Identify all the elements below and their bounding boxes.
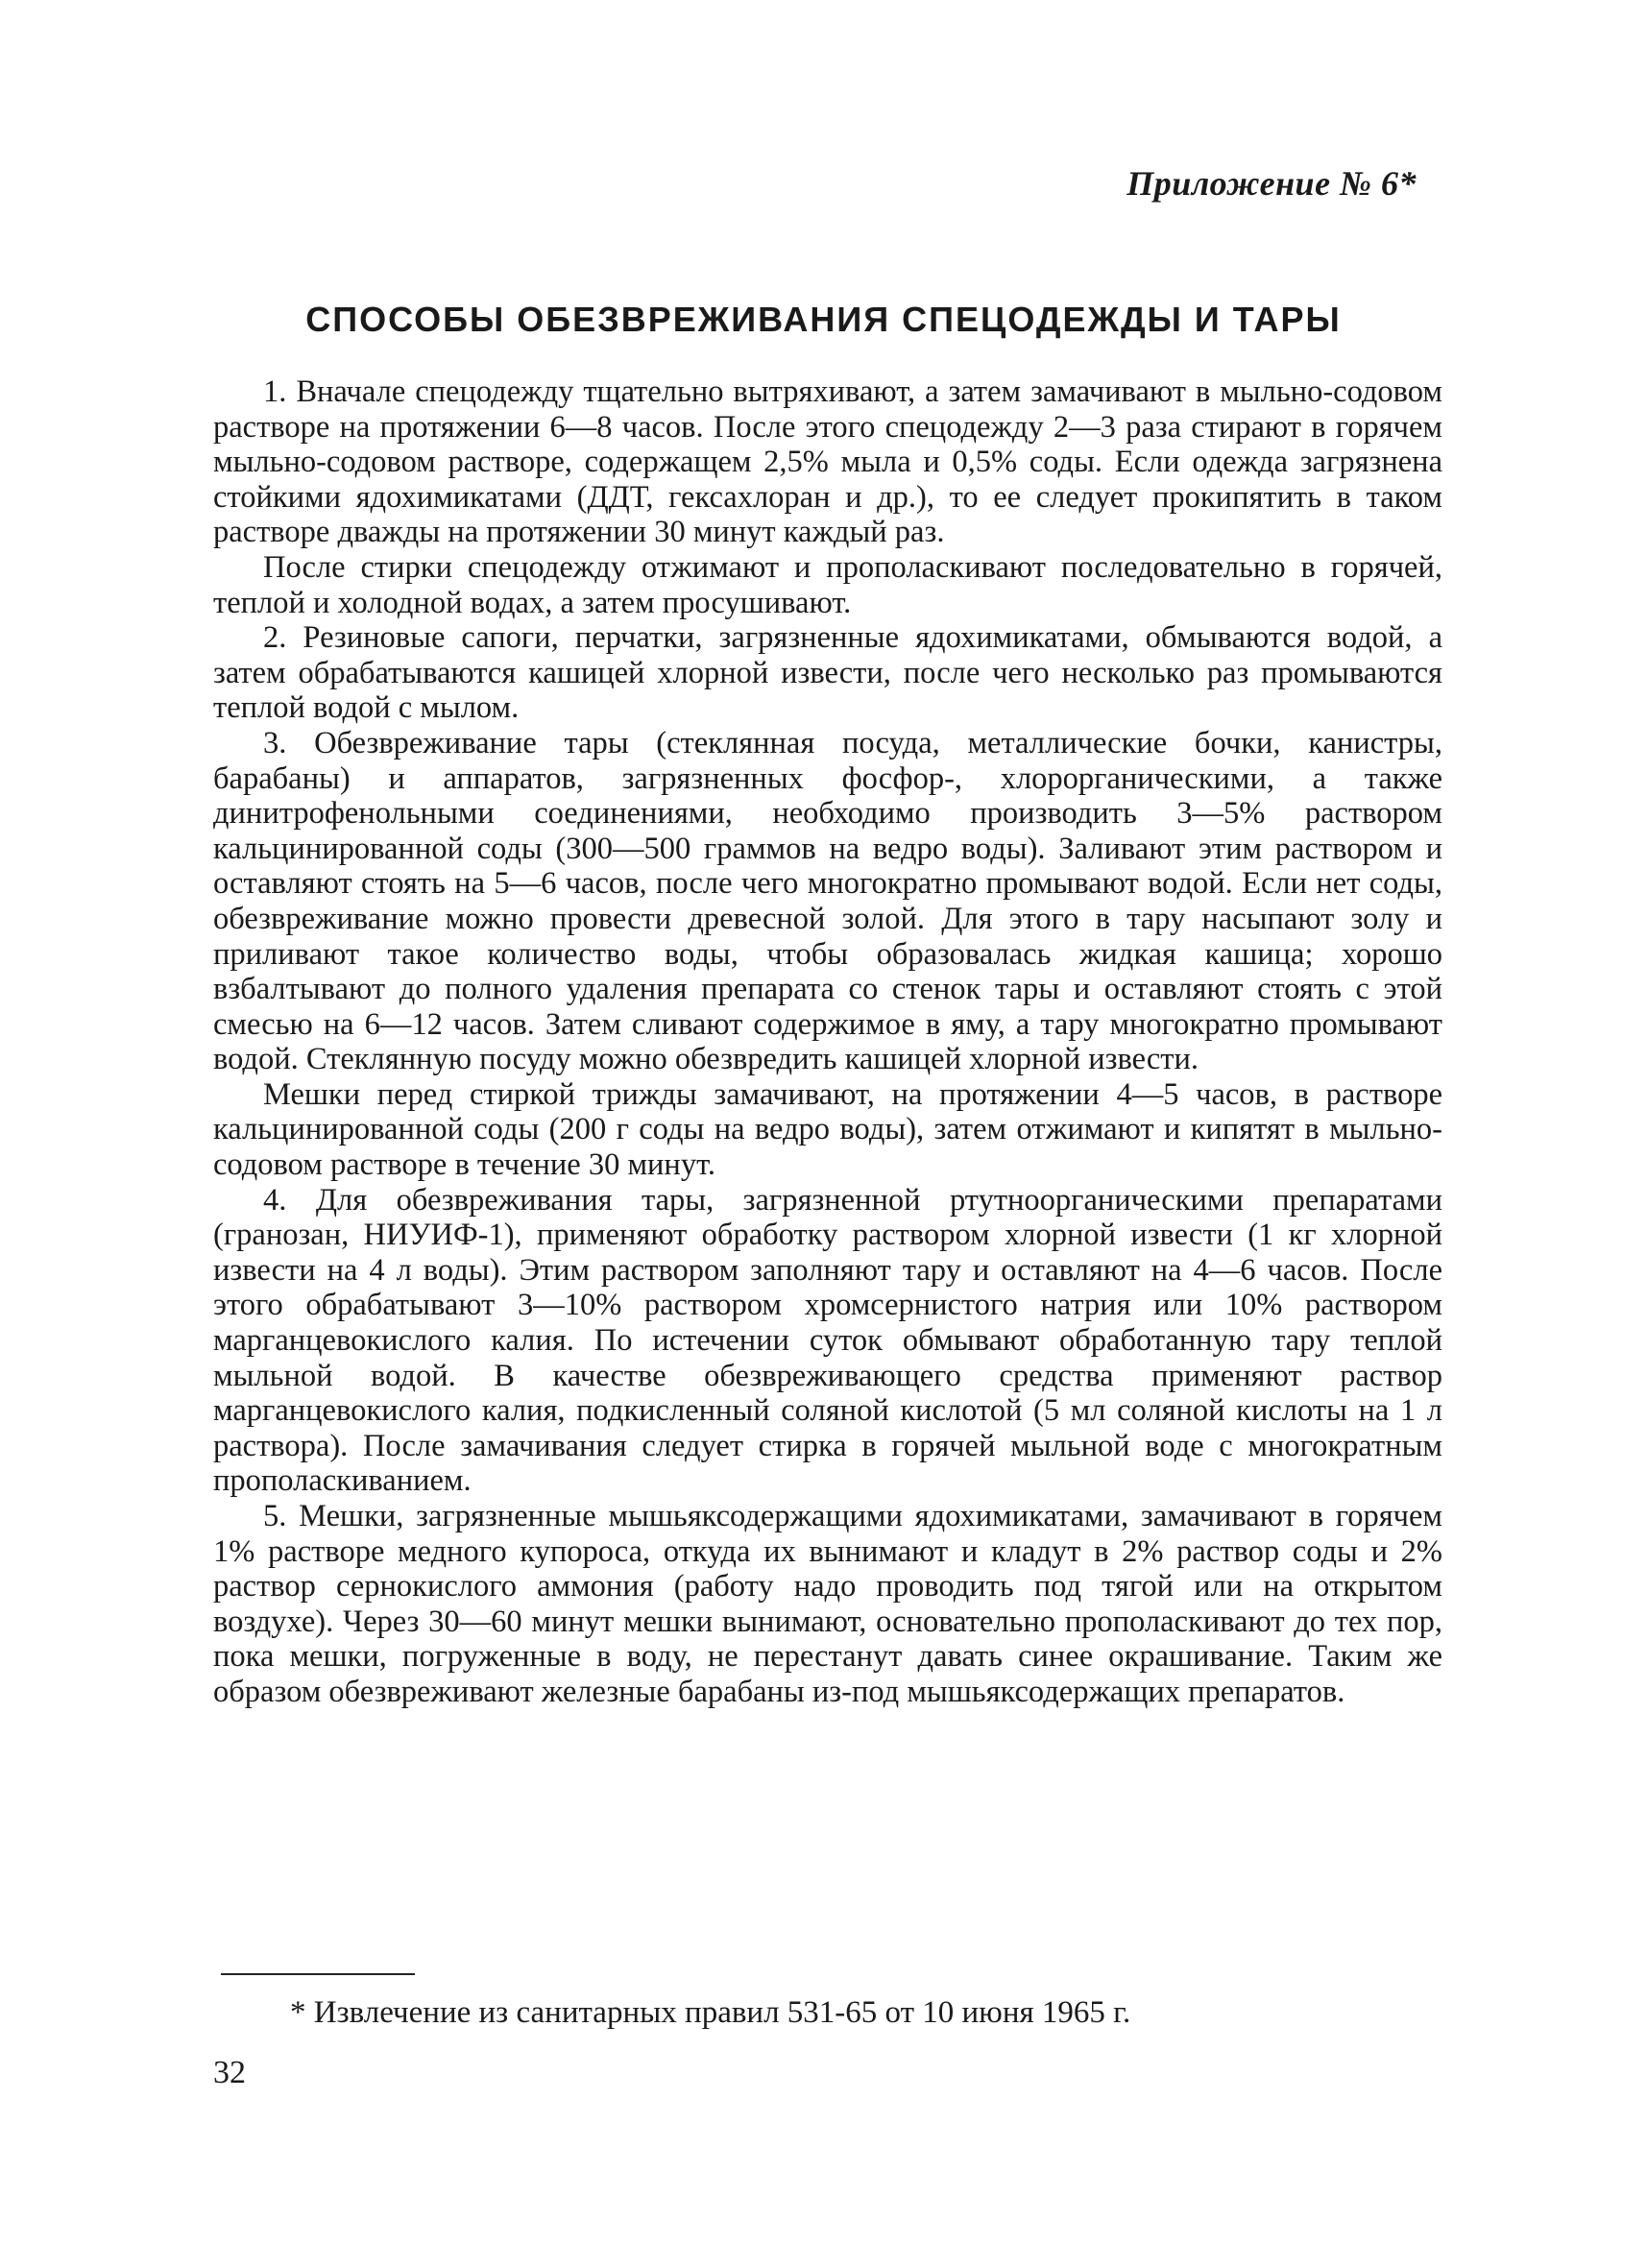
paragraph-1-continued: После стирки спецодежду отжимают и прополаскивают последовательно в горячей, теплой и холодной водах, а затем просушивают. xyxy=(213,549,1442,620)
paragraph-3-bags: Мешки перед стиркой трижды замачивают, на протяжении 4—5 часов, в растворе кальцинированной соды (200 г соды на ведро воды), затем отжимают и кипятят в мыльно-содовом растворе в течение 30 минут. xyxy=(213,1076,1442,1183)
document-body xyxy=(213,374,1442,1710)
paragraph-1: 1. Вначале спецодежду тщательно вытряхивают, а затем замачивают в мыльно-содовом растворе на протяжении 6—8 часов. После этого спецодежду 2—3 раза стирают в горячем мыльно-содовом растворе, содержащем 2,5% мыла и 0,5% соды. Если одежда загрязнена стойкими ядохимикатами (ДДТ, гексахлоран и др.), то ее следует прокипятить в таком растворе дважды на протяжении 30 минут каждый раз. xyxy=(213,374,1442,550)
page-number: 32 xyxy=(213,2055,246,2090)
paragraph-5: 5. Мешки, загрязненные мышьяксодержащими ядохимикатами, замачивают в горячем 1% растворе медного купороса, откуда их вынимают и кладут в 2% раствор соды и 2% раствор сернокислого аммония (работу надо проводить под тягой или на открытом воздухе). Через 30—60 минут мешки вынимают, основательно прополаскивают до тех пор, пока мешки, погруженные в воду, не перестанут давать синее окрашивание. Таким же образом обезвреживают железные барабаны из-под мышьяксодержащих препаратов. xyxy=(213,1499,1442,1709)
footnote-divider xyxy=(221,1973,415,1975)
paragraph-2: 2. Резиновые сапоги, перчатки, загрязненные ядохимикатами, обмываются водой, а затем обрабатываются кашицей хлорной извести, после чего несколько раз промываются теплой водой с мылом. xyxy=(213,620,1442,726)
footnote: * Извлечение из санитарных правил 531-65 от 10 июня 1965 г. xyxy=(290,1995,1131,2030)
page-title: СПОСОБЫ ОБЕЗВРЕЖИВАНИЯ СПЕЦОДЕЖДЫ И ТАРЫ xyxy=(305,300,1342,339)
paragraph-4: 4. Для обезвреживания тары, загрязненной ртутноорганическими препаратами (гранозан, НИУИФ-1), применяют обработку раствором хлорной извести (1 кг хлорной извести на 4 л воды). Этим раствором заполняют тару и оставляют на 4—6 часов. После этого обрабатывают 3—10% раствором хромсернистого натрия или 10% раствором марганцевокислого калия. По истечении суток обмывают обработанную тару теплой мыльной водой. В качестве обезвреживающего средства применяют раствор марганцевокислого калия, подкисленный соляной кислотой (5 мл соляной кислоты на 1 л раствора). После замачивания следует стирка в горячей мыльной воде с многократным прополаскиванием. xyxy=(213,1182,1442,1499)
appendix-label: Приложение № 6* xyxy=(1126,164,1417,203)
paragraph-3: 3. Обезвреживание тары (стеклянная посуда, металлические бочки, канистры, барабаны) и аппаратов, загрязненных фосфор-, хлорорганическими, а также динитрофенольными соединениями, необходимо производить 3—5% раствором кальцинированной соды (300—500 граммов на ведро воды). Заливают этим раствором и оставляют стоять на 5—6 часов, после чего многократно промывают водой. Если нет соды, обезвреживание можно провести древесной золой. Для этого в тару насыпают золу и приливают такое количество воды, чтобы образовалась жидкая кашица; хорошо взбалтывают до полного удаления препарата со стенок тары и оставляют стоять с этой смесью на 6—12 часов. Затем сливают содержимое в яму, а тару многократно промывают водой. Стеклянную посуду можно обезвредить кашицей хлорной извести. xyxy=(213,725,1442,1077)
